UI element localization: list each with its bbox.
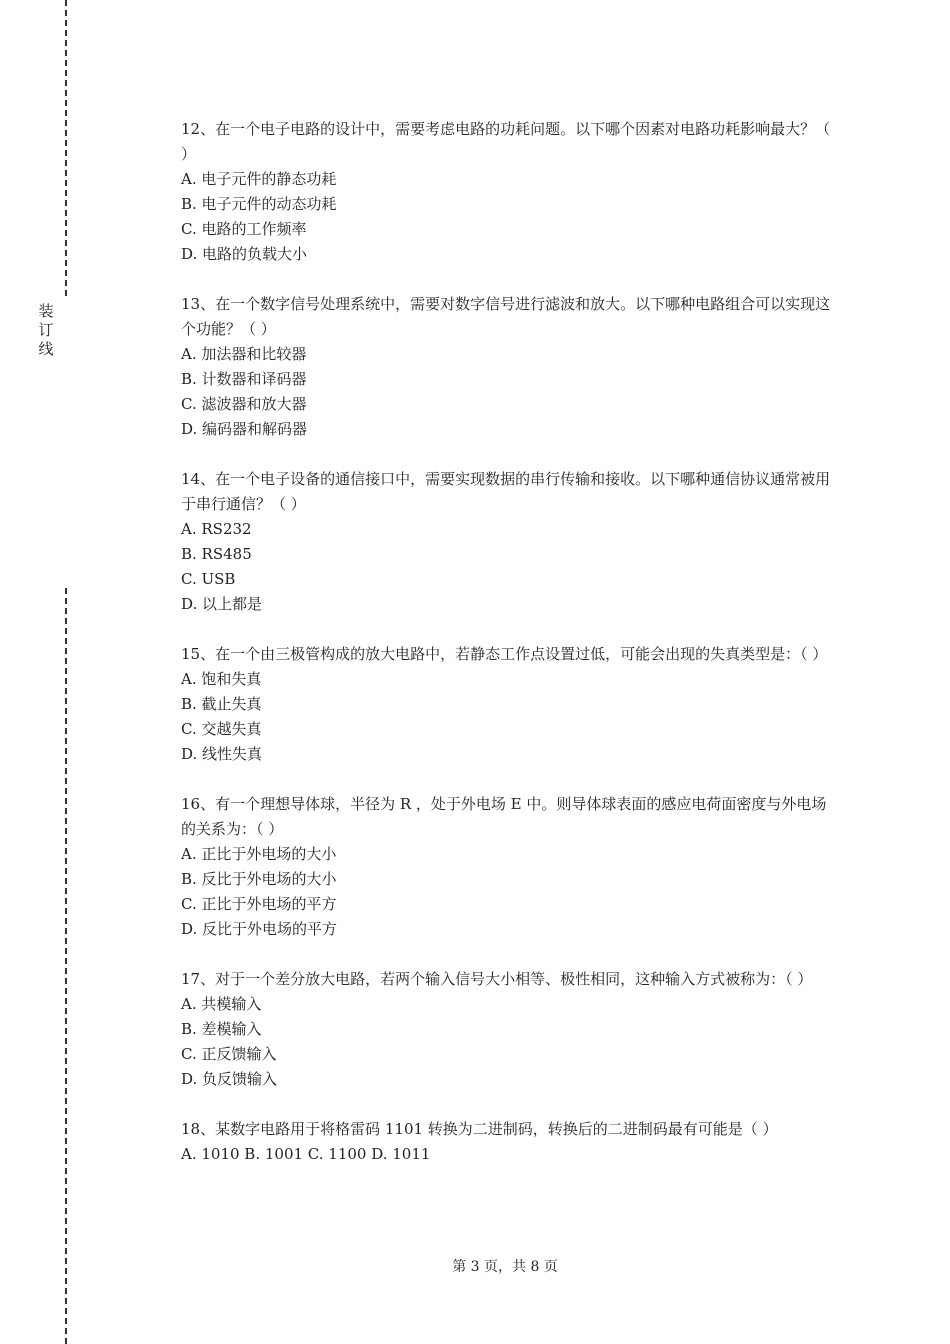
option-a: A. 共模输入	[181, 995, 262, 1013]
question-17	[181, 967, 841, 1092]
question-list	[181, 117, 841, 1192]
question-stem: 15、在一个由三极管构成的放大电路中，若静态工作点设置过低，可能会出现的失真类型是：（ ）	[181, 645, 828, 663]
option-d: D. 编码器和解码器	[181, 420, 308, 438]
binding-line-label	[36, 302, 56, 359]
option-d: D. 反比于外电场的平方	[181, 920, 338, 938]
page-indicator: 第 3 页，共 8 页	[452, 1259, 558, 1275]
option-c: C. 正比于外电场的平方	[181, 895, 337, 913]
binding-dashed-line-bottom	[65, 588, 67, 1344]
question-stem: 16、有一个理想导体球，半径为 R ，处于外电场 E 中。则导体球表面的感应电荷面密度与外电场的关系为：（ ）	[181, 795, 827, 838]
option-a: A. RS232	[181, 520, 252, 538]
option-c: C. 电路的工作频率	[181, 220, 307, 238]
option-d: D. 以上都是	[181, 595, 263, 613]
option-a: A. 正比于外电场的大小	[181, 845, 337, 863]
question-stem: 12、在一个电子电路的设计中，需要考虑电路的功耗问题。以下哪个因素对电路功耗影响最大？（ ）	[181, 120, 831, 163]
option-b: B. 反比于外电场的大小	[181, 870, 337, 888]
binding-label-char: 装	[38, 302, 54, 320]
option-d: D. 线性失真	[181, 745, 263, 763]
question-13	[181, 292, 841, 442]
question-14	[181, 467, 841, 617]
option-a: A. 加法器和比较器	[181, 345, 307, 363]
question-12	[181, 117, 841, 267]
option-d: D. 电路的负载大小	[181, 245, 308, 263]
option-a: A. 饱和失真	[181, 670, 262, 688]
option-a: A. 电子元件的静态功耗	[181, 170, 337, 188]
question-18	[181, 1117, 841, 1167]
question-stem: 14、在一个电子设备的通信接口中，需要实现数据的串行传输和接收。以下哪种通信协议通常被用于串行通信？（ ）	[181, 470, 831, 513]
question-stem: 17、对于一个差分放大电路，若两个输入信号大小相等、极性相同，这种输入方式被称为：（ ）	[181, 970, 813, 988]
option-c: C. 交越失真	[181, 720, 262, 738]
option-b: B. 差模输入	[181, 1020, 262, 1038]
option-b: B. 电子元件的动态功耗	[181, 195, 337, 213]
option-b: B. 截止失真	[181, 695, 262, 713]
binding-label-char: 线	[38, 340, 54, 358]
option-c: C. 滤波器和放大器	[181, 395, 307, 413]
question-stem: 13、在一个数字信号处理系统中，需要对数字信号进行滤波和放大。以下哪种电路组合可以实现这个功能？（ ）	[181, 295, 831, 338]
option-c: C. USB	[181, 570, 236, 588]
option-c: C. 正反馈输入	[181, 1045, 277, 1063]
question-16	[181, 792, 841, 942]
question-15	[181, 642, 841, 767]
options-inline: A. 1010 B. 1001 C. 1100 D. 1011	[181, 1145, 431, 1163]
binding-dashed-line-top	[65, 0, 67, 296]
option-d: D. 负反馈输入	[181, 1070, 278, 1088]
binding-label-char: 订	[38, 321, 54, 339]
option-b: B. 计数器和译码器	[181, 370, 307, 388]
question-stem: 18、某数字电路用于将格雷码 1101 转换为二进制码，转换后的二进制码最有可能是（ ）	[181, 1120, 778, 1138]
option-b: B. RS485	[181, 545, 252, 563]
